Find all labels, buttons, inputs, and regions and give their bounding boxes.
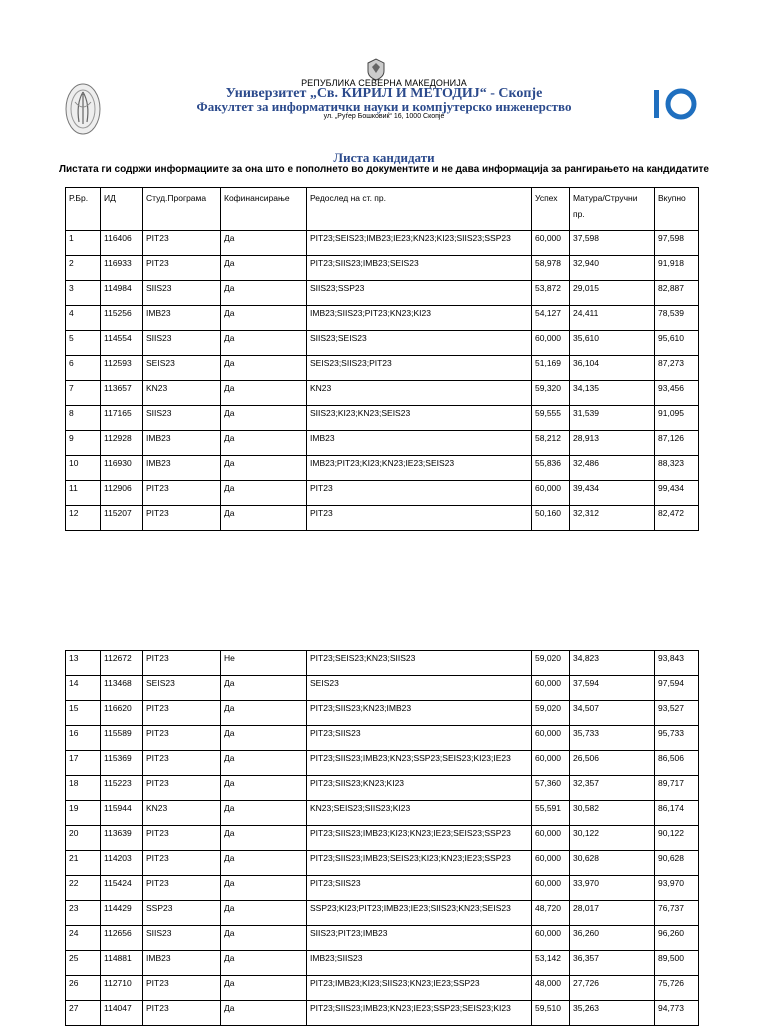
candidates-table-page1 — [65, 187, 699, 531]
col-id-cell: 115944 — [101, 801, 143, 826]
col-id-cell: 114203 — [101, 851, 143, 876]
col-rank-cell: 2 — [66, 256, 101, 281]
table-row — [66, 481, 699, 506]
col-success-cell: 60,000 — [532, 331, 570, 356]
table-row — [66, 256, 699, 281]
col-order-cell: SIIS23;SSP23 — [307, 281, 532, 306]
col-program-cell: PIT23 — [143, 876, 221, 901]
col-program-cell: SEIS23 — [143, 356, 221, 381]
col-rank-cell: 26 — [66, 976, 101, 1001]
table-row — [66, 851, 699, 876]
col-program-cell: SIIS23 — [143, 281, 221, 306]
col-id-cell: 116933 — [101, 256, 143, 281]
header-col-id: ИД — [101, 188, 143, 231]
col-cofinancing-cell: Да — [221, 1001, 307, 1026]
col-total-cell: 82,887 — [655, 281, 699, 306]
col-total-cell: 93,970 — [655, 876, 699, 901]
col-total-cell: 89,717 — [655, 776, 699, 801]
col-total-cell: 97,598 — [655, 231, 699, 256]
table-row — [66, 776, 699, 801]
col-order-cell: IMB23;SIIS23 — [307, 951, 532, 976]
col-matura-cell: 29,015 — [570, 281, 655, 306]
col-success-cell: 48,720 — [532, 901, 570, 926]
table-row — [66, 701, 699, 726]
col-id-cell: 114984 — [101, 281, 143, 306]
col-id-cell: 113639 — [101, 826, 143, 851]
col-cofinancing-cell: Да — [221, 951, 307, 976]
col-rank-cell: 6 — [66, 356, 101, 381]
col-total-cell: 88,323 — [655, 456, 699, 481]
table-row — [66, 231, 699, 256]
col-id-cell: 115369 — [101, 751, 143, 776]
col-matura-cell: 28,913 — [570, 431, 655, 456]
col-id-cell: 114554 — [101, 331, 143, 356]
faculty-name: Факултет за информатички науки и компјутерско инженерство — [196, 99, 572, 114]
col-matura-cell: 26,506 — [570, 751, 655, 776]
col-matura-cell: 32,357 — [570, 776, 655, 801]
table-row — [66, 826, 699, 851]
col-id-cell: 115256 — [101, 306, 143, 331]
header-col-cofinancing: Кофинансирање — [221, 188, 307, 231]
col-success-cell: 60,000 — [532, 851, 570, 876]
col-cofinancing-cell: Да — [221, 281, 307, 306]
col-program-cell: PIT23 — [143, 976, 221, 1001]
col-cofinancing-cell: Да — [221, 701, 307, 726]
col-id-cell: 114429 — [101, 901, 143, 926]
col-id-cell: 115207 — [101, 506, 143, 531]
col-order-cell: PIT23;IMB23;KI23;SIIS23;KN23;IE23;SSP23 — [307, 976, 532, 1001]
col-program-cell: PIT23 — [143, 651, 221, 676]
col-cofinancing-cell: Да — [221, 406, 307, 431]
col-matura-cell: 36,260 — [570, 926, 655, 951]
col-matura-cell: 30,582 — [570, 801, 655, 826]
col-order-cell: PIT23;SIIS23 — [307, 726, 532, 751]
col-program-cell: IMB23 — [143, 306, 221, 331]
table-row — [66, 406, 699, 431]
col-total-cell: 76,737 — [655, 901, 699, 926]
header-col-success: Успех — [532, 188, 570, 231]
col-cofinancing-cell: Да — [221, 976, 307, 1001]
col-program-cell: SEIS23 — [143, 676, 221, 701]
col-total-cell: 95,610 — [655, 331, 699, 356]
table-row — [66, 651, 699, 676]
col-cofinancing-cell: Да — [221, 356, 307, 381]
col-rank-cell: 10 — [66, 456, 101, 481]
col-total-cell: 89,500 — [655, 951, 699, 976]
col-matura-cell: 39,434 — [570, 481, 655, 506]
col-id-cell: 112593 — [101, 356, 143, 381]
table-header-row — [66, 188, 699, 231]
col-program-cell: PIT23 — [143, 826, 221, 851]
col-rank-cell: 25 — [66, 951, 101, 976]
col-total-cell: 75,726 — [655, 976, 699, 1001]
col-cofinancing-cell: Да — [221, 751, 307, 776]
col-rank-cell: 16 — [66, 726, 101, 751]
col-order-cell: IMB23 — [307, 431, 532, 456]
col-program-cell: PIT23 — [143, 231, 221, 256]
col-program-cell: SIIS23 — [143, 926, 221, 951]
col-id-cell: 115223 — [101, 776, 143, 801]
document-title: Листа кандидати — [333, 150, 435, 165]
col-success-cell: 59,020 — [532, 651, 570, 676]
col-rank-cell: 4 — [66, 306, 101, 331]
col-program-cell: PIT23 — [143, 506, 221, 531]
col-success-cell: 60,000 — [532, 726, 570, 751]
col-program-cell: SIIS23 — [143, 406, 221, 431]
col-program-cell: PIT23 — [143, 256, 221, 281]
col-cofinancing-cell: Да — [221, 231, 307, 256]
col-order-cell: PIT23 — [307, 506, 532, 531]
table-row — [66, 306, 699, 331]
col-id-cell: 112928 — [101, 431, 143, 456]
col-total-cell: 93,843 — [655, 651, 699, 676]
header-col-order: Редослед на ст. пр. — [307, 188, 532, 231]
col-cofinancing-cell: Да — [221, 256, 307, 281]
col-order-cell: IMB23;SIIS23;PIT23;KN23;KI23 — [307, 306, 532, 331]
table-row — [66, 676, 699, 701]
table-row — [66, 431, 699, 456]
table-row — [66, 506, 699, 531]
col-matura-cell: 24,411 — [570, 306, 655, 331]
col-cofinancing-cell: Не — [221, 651, 307, 676]
col-cofinancing-cell: Да — [221, 901, 307, 926]
col-order-cell: PIT23 — [307, 481, 532, 506]
col-program-cell: SSP23 — [143, 901, 221, 926]
table-row — [66, 726, 699, 751]
address: ул. „Руѓер Бошковиќ“ 16, 1000 Скопје — [323, 113, 445, 120]
table-row — [66, 331, 699, 356]
col-success-cell: 50,160 — [532, 506, 570, 531]
col-program-cell: PIT23 — [143, 751, 221, 776]
col-success-cell: 57,360 — [532, 776, 570, 801]
col-cofinancing-cell: Да — [221, 676, 307, 701]
col-total-cell: 94,773 — [655, 1001, 699, 1026]
col-total-cell: 86,174 — [655, 801, 699, 826]
col-total-cell: 90,122 — [655, 826, 699, 851]
col-order-cell: SEIS23;SIIS23;PIT23 — [307, 356, 532, 381]
col-success-cell: 54,127 — [532, 306, 570, 331]
col-total-cell: 95,733 — [655, 726, 699, 751]
col-order-cell: PIT23;SIIS23;IMB23;KN23;IE23;SSP23;SEIS23;KI23 — [307, 1001, 532, 1026]
col-total-cell: 90,628 — [655, 851, 699, 876]
col-success-cell: 59,020 — [532, 701, 570, 726]
table-row — [66, 926, 699, 951]
col-cofinancing-cell: Да — [221, 506, 307, 531]
col-order-cell: PIT23;SIIS23;IMB23;KI23;KN23;IE23;SEIS23;SSP23 — [307, 826, 532, 851]
col-program-cell: PIT23 — [143, 701, 221, 726]
col-order-cell: SSP23;KI23;PIT23;IMB23;IE23;SIIS23;KN23;SEIS23 — [307, 901, 532, 926]
col-order-cell: PIT23;SIIS23;KN23;IMB23 — [307, 701, 532, 726]
col-program-cell: KN23 — [143, 381, 221, 406]
col-matura-cell: 30,122 — [570, 826, 655, 851]
col-total-cell: 87,126 — [655, 431, 699, 456]
col-matura-cell: 36,357 — [570, 951, 655, 976]
col-total-cell: 93,456 — [655, 381, 699, 406]
col-cofinancing-cell: Да — [221, 481, 307, 506]
col-matura-cell: 35,610 — [570, 331, 655, 356]
col-total-cell: 82,472 — [655, 506, 699, 531]
col-matura-cell: 28,017 — [570, 901, 655, 926]
col-matura-cell: 34,823 — [570, 651, 655, 676]
col-id-cell: 114047 — [101, 1001, 143, 1026]
col-rank-cell: 1 — [66, 231, 101, 256]
col-cofinancing-cell: Да — [221, 926, 307, 951]
table-row — [66, 976, 699, 1001]
col-total-cell: 87,273 — [655, 356, 699, 381]
table-row — [66, 356, 699, 381]
col-success-cell: 55,836 — [532, 456, 570, 481]
col-id-cell: 113657 — [101, 381, 143, 406]
col-rank-cell: 3 — [66, 281, 101, 306]
col-rank-cell: 27 — [66, 1001, 101, 1026]
col-matura-cell: 35,263 — [570, 1001, 655, 1026]
col-rank-cell: 20 — [66, 826, 101, 851]
col-order-cell: SIIS23;PIT23;IMB23 — [307, 926, 532, 951]
col-total-cell: 86,506 — [655, 751, 699, 776]
col-success-cell: 60,000 — [532, 826, 570, 851]
col-rank-cell: 12 — [66, 506, 101, 531]
col-rank-cell: 19 — [66, 801, 101, 826]
col-order-cell: SIIS23;SEIS23 — [307, 331, 532, 356]
col-id-cell: 115424 — [101, 876, 143, 901]
io-logo-icon — [652, 86, 698, 122]
republic-name: РЕПУБЛИКА СЕВЕРНА МАКЕДОНИЈА — [301, 78, 467, 88]
col-cofinancing-cell: Да — [221, 776, 307, 801]
col-success-cell: 58,212 — [532, 431, 570, 456]
col-rank-cell: 15 — [66, 701, 101, 726]
col-rank-cell: 11 — [66, 481, 101, 506]
table-row — [66, 801, 699, 826]
col-program-cell: PIT23 — [143, 851, 221, 876]
col-cofinancing-cell: Да — [221, 876, 307, 901]
header-col-program: Студ.Програма — [143, 188, 221, 231]
table-row — [66, 1001, 699, 1026]
col-matura-cell: 34,135 — [570, 381, 655, 406]
col-success-cell: 59,320 — [532, 381, 570, 406]
col-total-cell: 99,434 — [655, 481, 699, 506]
col-rank-cell: 21 — [66, 851, 101, 876]
col-matura-cell: 34,507 — [570, 701, 655, 726]
col-matura-cell: 37,598 — [570, 231, 655, 256]
table-row — [66, 901, 699, 926]
col-matura-cell: 33,970 — [570, 876, 655, 901]
header-col-total: Вкупно — [655, 188, 699, 231]
col-matura-cell: 31,539 — [570, 406, 655, 431]
table-row — [66, 456, 699, 481]
candidates-table-page2 — [65, 650, 699, 1026]
col-order-cell: KN23;SEIS23;SIIS23;KI23 — [307, 801, 532, 826]
col-success-cell: 53,872 — [532, 281, 570, 306]
col-success-cell: 58,978 — [532, 256, 570, 281]
col-success-cell: 59,510 — [532, 1001, 570, 1026]
col-id-cell: 112906 — [101, 481, 143, 506]
col-order-cell: PIT23;SIIS23 — [307, 876, 532, 901]
col-id-cell: 116620 — [101, 701, 143, 726]
col-program-cell: IMB23 — [143, 951, 221, 976]
col-matura-cell: 36,104 — [570, 356, 655, 381]
col-rank-cell: 17 — [66, 751, 101, 776]
col-cofinancing-cell: Да — [221, 331, 307, 356]
col-success-cell: 53,142 — [532, 951, 570, 976]
col-rank-cell: 13 — [66, 651, 101, 676]
document-subtitle: Листата ги содржи информациите за она што е пополнето во документите и не дава информација за рангирањето на кандидатите — [59, 164, 709, 175]
col-success-cell: 48,000 — [532, 976, 570, 1001]
col-rank-cell: 23 — [66, 901, 101, 926]
col-order-cell: PIT23;SEIS23;IMB23;IE23;KN23;KI23;SIIS23;SSP23 — [307, 231, 532, 256]
col-order-cell: PIT23;SIIS23;IMB23;SEIS23 — [307, 256, 532, 281]
table-row — [66, 281, 699, 306]
col-id-cell: 112672 — [101, 651, 143, 676]
col-success-cell: 59,555 — [532, 406, 570, 431]
col-success-cell: 51,169 — [532, 356, 570, 381]
col-cofinancing-cell: Да — [221, 306, 307, 331]
col-cofinancing-cell: Да — [221, 851, 307, 876]
col-total-cell: 93,527 — [655, 701, 699, 726]
col-order-cell: KN23 — [307, 381, 532, 406]
col-rank-cell: 8 — [66, 406, 101, 431]
col-rank-cell: 14 — [66, 676, 101, 701]
col-id-cell: 115589 — [101, 726, 143, 751]
col-rank-cell: 9 — [66, 431, 101, 456]
col-matura-cell: 35,733 — [570, 726, 655, 751]
col-order-cell: PIT23;SEIS23;KN23;SIIS23 — [307, 651, 532, 676]
col-total-cell: 91,095 — [655, 406, 699, 431]
col-rank-cell: 22 — [66, 876, 101, 901]
col-total-cell: 97,594 — [655, 676, 699, 701]
table-row — [66, 951, 699, 976]
col-total-cell: 91,918 — [655, 256, 699, 281]
col-matura-cell: 37,594 — [570, 676, 655, 701]
col-id-cell: 113468 — [101, 676, 143, 701]
col-cofinancing-cell: Да — [221, 381, 307, 406]
col-program-cell: PIT23 — [143, 1001, 221, 1026]
col-order-cell: SIIS23;KI23;KN23;SEIS23 — [307, 406, 532, 431]
university-name: Универзитет „Св. КИРИЛ И МЕТОДИЈ“ - Скопје — [225, 86, 543, 101]
table-row — [66, 751, 699, 776]
col-order-cell: PIT23;SIIS23;KN23;KI23 — [307, 776, 532, 801]
col-order-cell: SEIS23 — [307, 676, 532, 701]
col-program-cell: IMB23 — [143, 431, 221, 456]
col-program-cell: KN23 — [143, 801, 221, 826]
col-rank-cell: 24 — [66, 926, 101, 951]
col-id-cell: 116930 — [101, 456, 143, 481]
col-rank-cell: 7 — [66, 381, 101, 406]
header-col-matura: Матура/Стручни пр. — [570, 188, 655, 231]
col-program-cell: PIT23 — [143, 776, 221, 801]
col-matura-cell: 30,628 — [570, 851, 655, 876]
col-cofinancing-cell: Да — [221, 801, 307, 826]
col-id-cell: 114881 — [101, 951, 143, 976]
col-order-cell: PIT23;SIIS23;IMB23;KN23;SSP23;SEIS23;KI23;IE23 — [307, 751, 532, 776]
col-id-cell: 117165 — [101, 406, 143, 431]
col-id-cell: 116406 — [101, 231, 143, 256]
col-success-cell: 60,000 — [532, 231, 570, 256]
col-rank-cell: 18 — [66, 776, 101, 801]
col-cofinancing-cell: Да — [221, 456, 307, 481]
col-matura-cell: 32,486 — [570, 456, 655, 481]
col-rank-cell: 5 — [66, 331, 101, 356]
col-matura-cell: 32,940 — [570, 256, 655, 281]
col-program-cell: PIT23 — [143, 726, 221, 751]
col-success-cell: 60,000 — [532, 751, 570, 776]
table-row — [66, 876, 699, 901]
col-cofinancing-cell: Да — [221, 431, 307, 456]
col-order-cell: PIT23;SIIS23;IMB23;SEIS23;KI23;KN23;IE23;SSP23 — [307, 851, 532, 876]
header-col-rank: Р.Бр. — [66, 188, 101, 231]
col-cofinancing-cell: Да — [221, 726, 307, 751]
table-row — [66, 381, 699, 406]
col-cofinancing-cell: Да — [221, 826, 307, 851]
col-id-cell: 112656 — [101, 926, 143, 951]
col-success-cell: 60,000 — [532, 676, 570, 701]
col-matura-cell: 27,726 — [570, 976, 655, 1001]
col-order-cell: IMB23;PIT23;KI23;KN23;IE23;SEIS23 — [307, 456, 532, 481]
col-matura-cell: 32,312 — [570, 506, 655, 531]
col-success-cell: 55,591 — [532, 801, 570, 826]
col-id-cell: 112710 — [101, 976, 143, 1001]
col-program-cell: PIT23 — [143, 481, 221, 506]
col-total-cell: 96,260 — [655, 926, 699, 951]
col-success-cell: 60,000 — [532, 926, 570, 951]
col-success-cell: 60,000 — [532, 481, 570, 506]
col-program-cell: SIIS23 — [143, 331, 221, 356]
col-program-cell: IMB23 — [143, 456, 221, 481]
col-total-cell: 78,539 — [655, 306, 699, 331]
col-success-cell: 60,000 — [532, 876, 570, 901]
